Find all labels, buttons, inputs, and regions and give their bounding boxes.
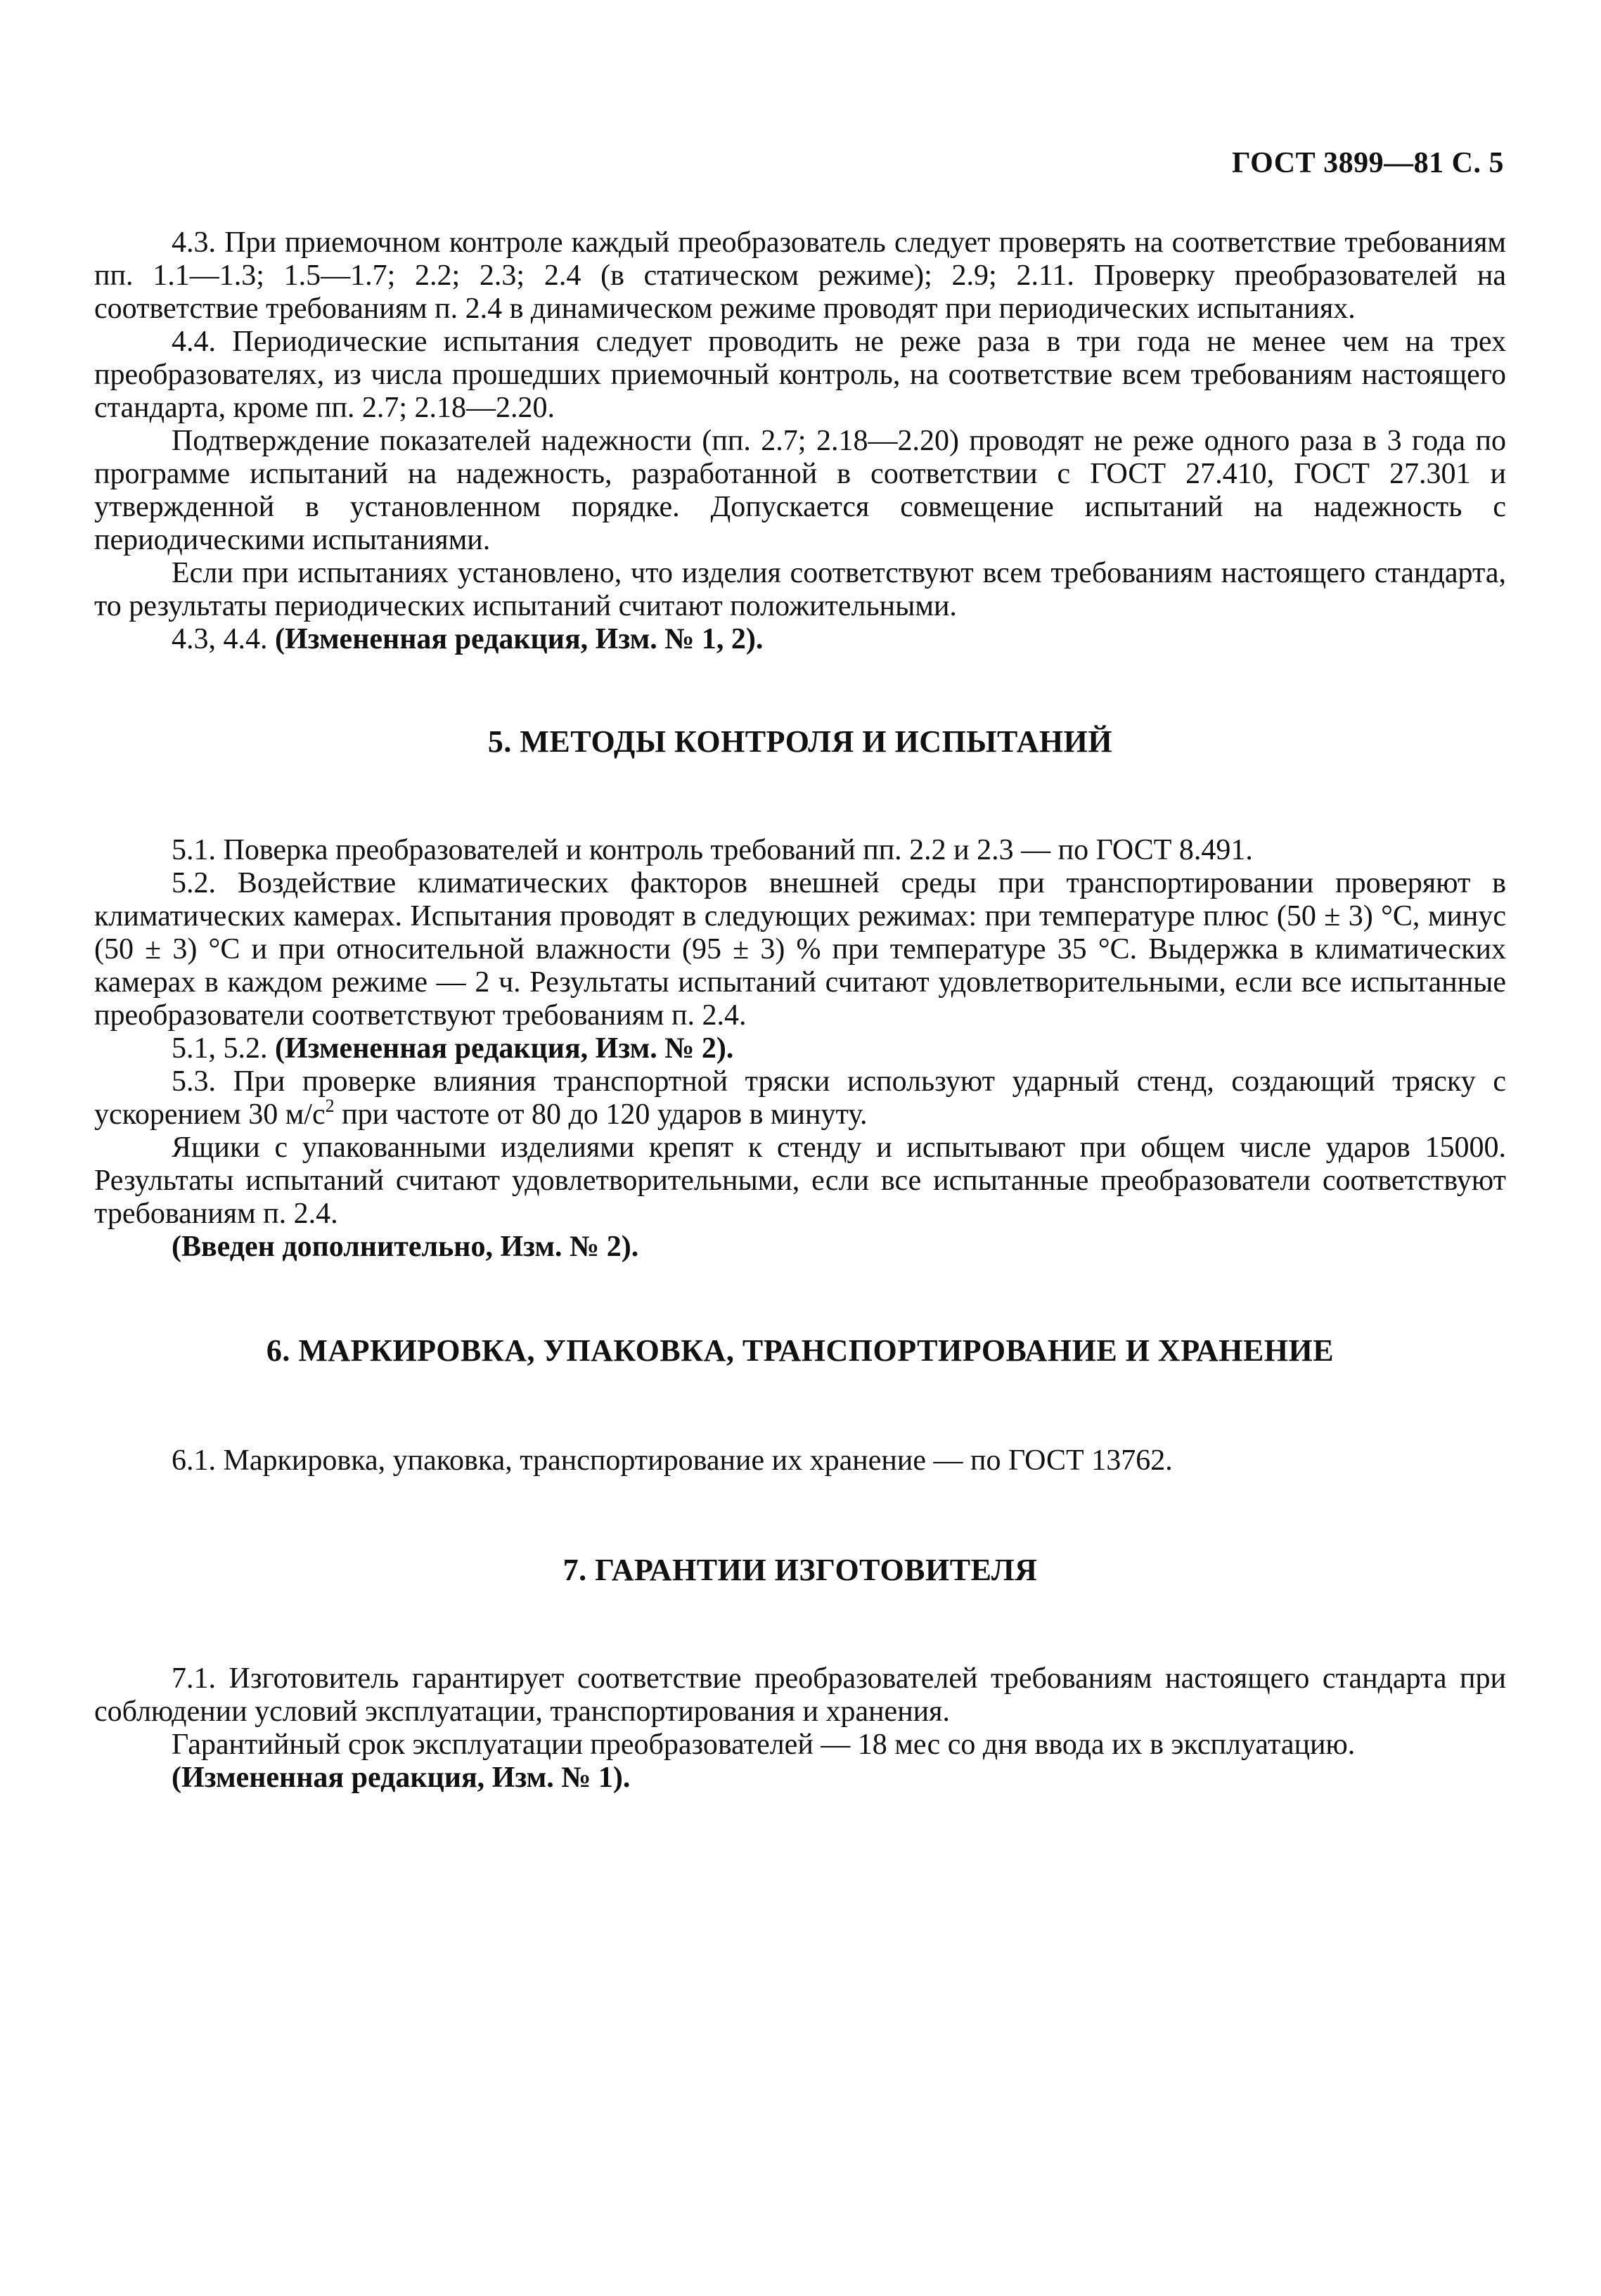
paragraph-reliability: Подтверждение показателей надежности (пп. 2.7; 2.18—2.20) проводят не реже одного раза в 3 года по программе испытаний на надежность, разработанной в соответствии с ГОСТ 27.410, ГОСТ 27.301 и утвержденной в установленном порядке. Допускается совмещение испытаний на надежность с периодическими испытаниями. bbox=[94, 425, 1506, 556]
paragraph-6-1: 6.1. Маркировка, упаковка, транспортирование их хранение — по ГОСТ 13762. bbox=[172, 1444, 1173, 1477]
superscript-2: 2 bbox=[325, 1096, 335, 1116]
paragraph-5-3-tail: при частоте от 80 до 120 ударов в минуту. bbox=[334, 1098, 868, 1131]
amendment-ref: 4.3, 4.4. bbox=[172, 623, 268, 655]
section-7-heading: 7. ГАРАНТИИ ИЗГОТОВИТЕЛЯ bbox=[562, 1553, 1038, 1587]
amendment-text: (Измененная редакция, Изм. № 1, 2). bbox=[275, 623, 764, 655]
document-body bbox=[94, 226, 1506, 1795]
paragraph-5-3 bbox=[94, 1065, 1506, 1131]
paragraph-4-3: 4.3. При приемочном контроле каждый преобразователь следует проверять на соответствие требованиям пп. 1.1—1.3; 1.5—1.7; 2.2; 2.3; 2.4 (в статическом режиме); 2.9; 2.11. Проверку преобразователей на соответствие требованиям п. 2.4 в динамическом режиме проводят при периодических испытаниях. bbox=[94, 226, 1506, 325]
section-5-heading: 5. МЕТОДЫ КОНТРОЛЯ И ИСПЫТАНИЙ bbox=[487, 724, 1113, 759]
amendment-note-5 bbox=[94, 1032, 1506, 1065]
paragraph-positive-results: Если при испытаниях установлено, что изделия соответствуют всем требованиям настоящего стандарта, то результаты периодических испытаний считают положительными. bbox=[94, 557, 1506, 622]
amendment-note-4 bbox=[94, 623, 1506, 656]
introduced-note: (Введен дополнительно, Изм. № 2). bbox=[172, 1231, 639, 1263]
amendment-ref: 5.1, 5.2. bbox=[172, 1032, 268, 1065]
paragraph-4-4: 4.4. Периодические испытания следует проводить не реже раза в три года не менее чем на трех преобразователях, из числа прошедших приемочный контроль, на соответствие всем требованиям настоящего стандарта, кроме пп. 2.7; 2.18—2.20. bbox=[94, 326, 1506, 424]
paragraph-5-2: 5.2. Воздействие климатических факторов внешней среды при транспортировании проверяют в климатических камерах. Испытания проводят в следующих режимах: при температуре плюс (50 ± 3) °С, минус (50 ± 3) °С и при относительной влажности (95 ± 3) % при температуре 35 °С. Выдержка в климатических камерах в каждом режиме — 2 ч. Результаты испытаний считают удовлетворительными, если все испытанные преобразователи соответствуют требованиям п. 2.4. bbox=[94, 867, 1506, 1032]
paragraph-warranty: Гарантийный срок эксплуатации преобразователей — 18 мес со дня ввода их в эксплуатацию. bbox=[172, 1729, 1356, 1761]
amendment-text: (Измененная редакция, Изм. № 2). bbox=[275, 1032, 734, 1065]
section-6-heading: 6. МАРКИРОВКА, УПАКОВКА, ТРАНСПОРТИРОВАНИЕ И ХРАНЕНИЕ bbox=[266, 1333, 1335, 1368]
paragraph-7-1: 7.1. Изготовитель гарантирует соответствие преобразователей требованиям настоящего стандарта при соблюдении условий эксплуатации, транспортирования и хранения. bbox=[94, 1662, 1506, 1728]
paragraph-5-3-main: 5.3. При проверке влияния транспортной тряски используют ударный стенд, создающий тряску с ускорением 30 м/с bbox=[94, 1065, 1506, 1131]
running-title: ГОСТ 3899—81 С. 5 bbox=[1231, 147, 1504, 179]
amendment-note-7: (Измененная редакция, Изм. № 1). bbox=[172, 1762, 631, 1794]
paragraph-boxes: Ящики с упакованными изделиями крепят к стенду и испытывают при общем числе ударов 15000. Результаты испытаний считают удовлетворительными, если все испытанные преобразователи соответствуют требованиям п. 2.4. bbox=[94, 1131, 1506, 1230]
paragraph-5-1: 5.1. Поверка преобразователей и контроль требований пп. 2.2 и 2.3 — по ГОСТ 8.491. bbox=[172, 834, 1253, 866]
